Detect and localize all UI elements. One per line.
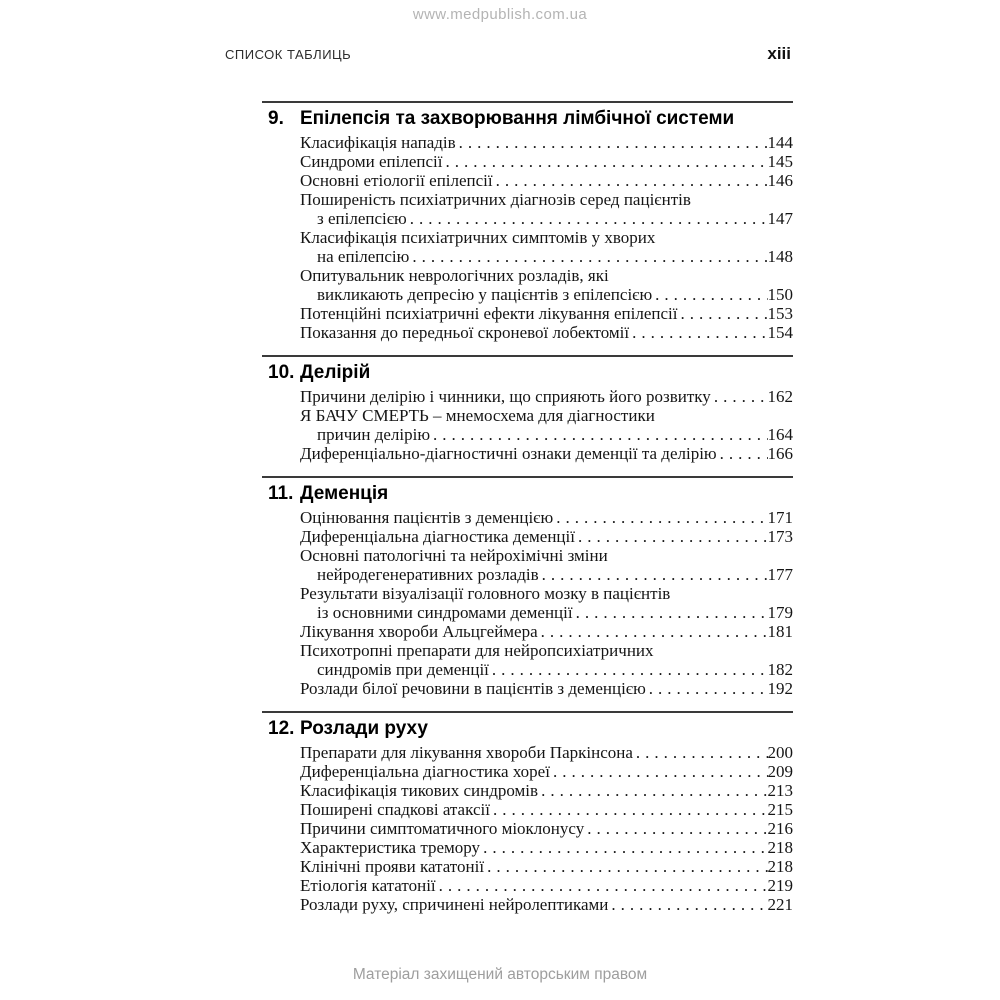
toc-entry-line bbox=[300, 876, 793, 895]
entry-page-number: 216 bbox=[767, 819, 793, 838]
dot-leader bbox=[556, 508, 767, 527]
toc-entry-line bbox=[300, 285, 793, 304]
entry-title: Показання до передньої скроневої лобектомії bbox=[300, 323, 630, 342]
toc-entry-line bbox=[300, 190, 793, 209]
toc-section bbox=[262, 355, 793, 476]
toc-entry-line bbox=[300, 133, 793, 152]
dot-leader bbox=[542, 565, 768, 584]
section-heading bbox=[262, 360, 793, 386]
copyright-footer: Матеріал захищений авторським правом bbox=[352, 966, 648, 983]
section-entries bbox=[262, 387, 793, 463]
entry-page-number: 148 bbox=[767, 247, 793, 266]
toc-entry-line bbox=[300, 603, 793, 622]
entry-title: Розлади руху, спричинені нейролептиками bbox=[300, 895, 609, 914]
toc-entry-line bbox=[300, 304, 793, 323]
section-title: Епілепсія та захворювання лімбічної системи bbox=[300, 108, 735, 129]
section-number: 11. bbox=[268, 483, 294, 504]
entry-page-number: 209 bbox=[767, 762, 793, 781]
entry-page-number: 154 bbox=[767, 323, 793, 342]
section-heading bbox=[262, 106, 793, 132]
dot-leader bbox=[632, 323, 767, 342]
entry-title: Характеристика тремору bbox=[300, 838, 481, 857]
entry-title: із основними синдромами деменції bbox=[317, 603, 573, 622]
dot-leader bbox=[655, 285, 767, 304]
dot-leader bbox=[578, 527, 768, 546]
dot-leader bbox=[487, 857, 767, 876]
entry-title: Розлади білої речовини в пацієнтів з деменцією bbox=[300, 679, 646, 698]
dot-leader bbox=[587, 819, 767, 838]
entry-page-number: 221 bbox=[767, 895, 793, 914]
dot-leader bbox=[410, 209, 768, 228]
dot-leader bbox=[483, 838, 767, 857]
toc-entry-line bbox=[300, 565, 793, 584]
dot-leader bbox=[541, 622, 768, 641]
toc-section bbox=[262, 101, 793, 355]
section-number: 9. bbox=[268, 108, 284, 129]
entry-title: нейродегенеративних розладів bbox=[317, 565, 539, 584]
entry-page-number: 144 bbox=[767, 133, 793, 152]
section-heading bbox=[262, 481, 793, 507]
entry-title: Потенційні психіатричні ефекти лікування епілепсії bbox=[300, 304, 678, 323]
entry-title: на епілепсію bbox=[317, 247, 410, 266]
dot-leader bbox=[445, 152, 767, 171]
toc-entry-line bbox=[300, 527, 793, 546]
toc-entry-line bbox=[300, 266, 793, 285]
section-entries bbox=[262, 508, 793, 698]
section-title: Делірій bbox=[300, 362, 371, 383]
section-title: Розлади руху bbox=[300, 718, 428, 739]
entry-page-number: 218 bbox=[767, 838, 793, 857]
toc-entry-line bbox=[300, 323, 793, 342]
entry-title: Класифікація психіатричних симптомів у хворих bbox=[300, 228, 656, 247]
entry-title: синдромів при деменції bbox=[317, 660, 489, 679]
entry-title: Препарати для лікування хвороби Паркінсона bbox=[300, 743, 633, 762]
dot-leader bbox=[412, 247, 767, 266]
entry-page-number: 192 bbox=[767, 679, 793, 698]
toc-entry-line bbox=[300, 508, 793, 527]
section-heading bbox=[262, 716, 793, 742]
toc-entry-line bbox=[300, 800, 793, 819]
entry-page-number: 153 bbox=[767, 304, 793, 323]
table-of-contents bbox=[262, 101, 793, 927]
entry-title: Синдроми епілепсії bbox=[300, 152, 443, 171]
entry-page-number: 162 bbox=[767, 387, 793, 406]
dot-leader bbox=[720, 444, 768, 463]
entry-title: Причини делірію і чинники, що сприяють його розвитку bbox=[300, 387, 711, 406]
entry-title: Етіологія кататонії bbox=[300, 876, 436, 895]
entry-page-number: 171 bbox=[767, 508, 793, 527]
dot-leader bbox=[649, 679, 768, 698]
toc-entry-line bbox=[300, 406, 793, 425]
dot-leader bbox=[496, 171, 768, 190]
entry-page-number: 181 bbox=[767, 622, 793, 641]
entry-title: причин делірію bbox=[317, 425, 431, 444]
dot-leader bbox=[459, 133, 768, 152]
entry-page-number: 219 bbox=[767, 876, 793, 895]
toc-entry-line bbox=[300, 641, 793, 660]
entry-page-number: 213 bbox=[767, 781, 793, 800]
toc-entry-line bbox=[300, 838, 793, 857]
dot-leader bbox=[492, 660, 768, 679]
entry-page-number: 218 bbox=[767, 857, 793, 876]
toc-entry-line bbox=[300, 546, 793, 565]
section-number: 10. bbox=[268, 362, 295, 383]
dot-leader bbox=[553, 762, 768, 781]
section-number: 12. bbox=[268, 718, 295, 739]
entry-page-number: 147 bbox=[767, 209, 793, 228]
dot-leader bbox=[636, 743, 768, 762]
toc-entry-line bbox=[300, 444, 793, 463]
toc-entry-line bbox=[300, 209, 793, 228]
entry-page-number: 150 bbox=[767, 285, 793, 304]
toc-entry-line bbox=[300, 152, 793, 171]
entry-page-number: 215 bbox=[767, 800, 793, 819]
running-header-title: СПИСОК ТАБЛИЦЬ bbox=[225, 47, 352, 62]
dot-leader bbox=[714, 387, 768, 406]
section-entries bbox=[262, 743, 793, 914]
section-entries bbox=[262, 133, 793, 342]
entry-title: Класифікація тикових синдромів bbox=[300, 781, 539, 800]
entry-title: Диференціальна діагностика деменції bbox=[300, 527, 575, 546]
entry-title: Клінічні прояви кататонії bbox=[300, 857, 485, 876]
running-header bbox=[225, 44, 791, 64]
toc-entry-line bbox=[300, 425, 793, 444]
entry-title: Результати візуалізації головного мозку в пацієнтів bbox=[300, 584, 671, 603]
toc-entry-line bbox=[300, 781, 793, 800]
entry-title: Психотропні препарати для нейропсихіатричних bbox=[300, 641, 654, 660]
toc-entry-line bbox=[300, 584, 793, 603]
dot-leader bbox=[611, 895, 767, 914]
entry-title: Оцінювання пацієнтів з деменцією bbox=[300, 508, 554, 527]
entry-title: Причини симптоматичного міоклонусу bbox=[300, 819, 585, 838]
entry-page-number: 173 bbox=[767, 527, 793, 546]
entry-title: Лікування хвороби Альцгеймера bbox=[300, 622, 538, 641]
toc-entry-line bbox=[300, 762, 793, 781]
entry-page-number: 166 bbox=[767, 444, 793, 463]
toc-section bbox=[262, 711, 793, 927]
toc-entry-line bbox=[300, 819, 793, 838]
entry-title: Опитувальник неврологічних розладів, які bbox=[300, 266, 609, 285]
toc-entry-line bbox=[300, 247, 793, 266]
entry-title: з епілепсією bbox=[317, 209, 407, 228]
entry-title: Класифікація нападів bbox=[300, 133, 456, 152]
dot-leader bbox=[493, 800, 768, 819]
dot-leader bbox=[681, 304, 768, 323]
toc-entry-line bbox=[300, 228, 793, 247]
toc-entry-line bbox=[300, 895, 793, 914]
dot-leader bbox=[439, 876, 768, 895]
entry-page-number: 145 bbox=[767, 152, 793, 171]
entry-title: Основні патологічні та нейрохімічні зміни bbox=[300, 546, 608, 565]
publisher-watermark: www.medpublish.com.ua bbox=[412, 6, 588, 23]
entry-page-number: 182 bbox=[767, 660, 793, 679]
toc-entry-line bbox=[300, 171, 793, 190]
entry-title: Поширеність психіатричних діагнозів серед пацієнтів bbox=[300, 190, 691, 209]
dot-leader bbox=[541, 781, 767, 800]
entry-title: Диференціальна діагностика хореї bbox=[300, 762, 550, 781]
entry-page-number: 146 bbox=[767, 171, 793, 190]
entry-title: викликають депресію у пацієнтів з епілепсією bbox=[317, 285, 653, 304]
entry-title: Диференціально-діагностичні ознаки деменції та делірію bbox=[300, 444, 717, 463]
entry-title: Я БАЧУ СМЕРТЬ – мнемосхема для діагностики bbox=[300, 406, 655, 425]
toc-entry-line bbox=[300, 857, 793, 876]
toc-entry-line bbox=[300, 679, 793, 698]
dot-leader bbox=[576, 603, 768, 622]
entry-page-number: 200 bbox=[767, 743, 793, 762]
toc-section bbox=[262, 476, 793, 711]
dot-leader bbox=[433, 425, 767, 444]
toc-entry-line bbox=[300, 660, 793, 679]
entry-title: Поширені спадкові атаксії bbox=[300, 800, 490, 819]
toc-entry-line bbox=[300, 743, 793, 762]
section-title: Деменція bbox=[300, 483, 389, 504]
entry-page-number: 177 bbox=[767, 565, 793, 584]
entry-title: Основні етіології епілепсії bbox=[300, 171, 493, 190]
page-number-roman: xiii bbox=[767, 44, 791, 63]
entry-page-number: 179 bbox=[767, 603, 793, 622]
toc-entry-line bbox=[300, 622, 793, 641]
entry-page-number: 164 bbox=[767, 425, 793, 444]
toc-entry-line bbox=[300, 387, 793, 406]
